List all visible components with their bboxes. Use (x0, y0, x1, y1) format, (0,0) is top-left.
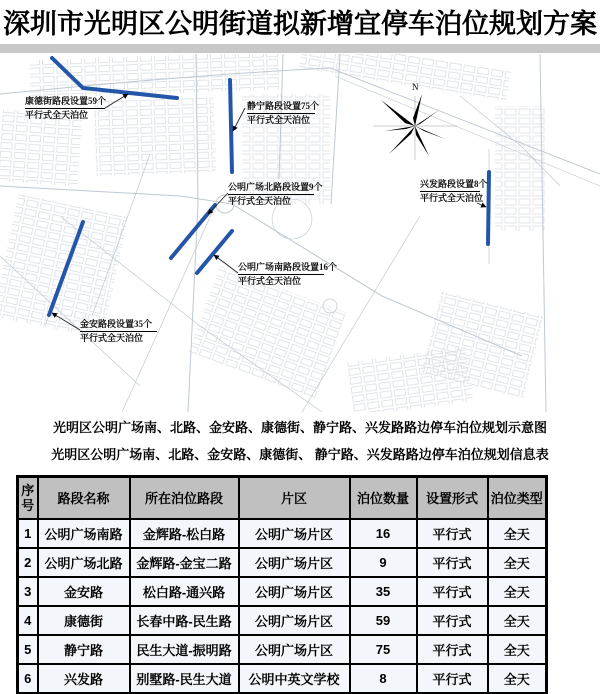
cell-type: 全天 (488, 577, 547, 606)
cell-road-name: 康德街 (38, 606, 130, 635)
cell-road-name: 公明广场北路 (38, 548, 130, 577)
road-xingfa-road (488, 172, 489, 244)
table-row (18, 519, 547, 548)
table-caption: 光明区公明广场南、北路、金安路、康德街、 静宁路、兴发路路边停车泊位规划信息表 (51, 447, 549, 462)
cell-quantity: 35 (350, 577, 417, 606)
cell-quantity: 9 (350, 548, 417, 577)
planning-map (0, 54, 600, 412)
cell-district: 公明广场片区 (239, 519, 350, 548)
north-label: N (412, 82, 419, 92)
map-annotation-gongming-south (238, 262, 338, 287)
cell-road-name: 兴发路 (38, 664, 130, 694)
annotation-line1: 兴发路段设置8个 (420, 179, 480, 192)
cell-segment: 长春中路-民生路 (130, 606, 239, 635)
cell-road-name: 金安路 (38, 577, 130, 606)
cell-layout: 平行式 (417, 577, 488, 606)
cell-segment: 金辉路-松白路 (130, 519, 239, 548)
table-row (18, 606, 547, 635)
road-jingning-road (230, 80, 232, 172)
cell-index: 4 (18, 606, 38, 635)
map-annotation-xingfa (420, 179, 488, 204)
cell-road-name: 公明广场南路 (38, 519, 130, 548)
col-header-type: 泊位类型 (488, 477, 547, 520)
cell-segment: 别墅路-民生大道 (130, 664, 239, 694)
col-header-quantity: 泊位数量 (350, 477, 417, 520)
annotation-line1: 公明广场南路段设置16个 (238, 262, 324, 275)
col-header-road-name: 路段名称 (38, 477, 130, 520)
cell-layout: 平行式 (417, 519, 488, 548)
cell-index: 3 (18, 577, 38, 606)
map-caption: 光明区公明广场南、北路、金安路、康德街、静宁路、兴发路路边停车泊位规划示意图 (52, 420, 547, 435)
annotation-line1: 静宁路段设置75个 (247, 101, 315, 114)
page-title: 深圳市光明区公明街道拟新增宜停车泊位规划方案 (3, 9, 597, 39)
map-annotation-jinan (80, 319, 157, 344)
cell-segment: 民生大道-振明路 (130, 635, 239, 664)
cell-quantity: 75 (350, 635, 417, 664)
annotation-line2: 平行式全天泊位 (247, 115, 311, 125)
cell-layout: 平行式 (417, 664, 488, 694)
col-header-layout: 设置形式 (417, 477, 488, 520)
parking-plan-table (16, 475, 548, 694)
cell-layout: 平行式 (417, 606, 488, 635)
cell-district: 公明广场片区 (239, 606, 350, 635)
cell-type: 全天 (488, 635, 547, 664)
col-header-district: 片区 (239, 477, 350, 520)
cell-district: 公明中英文学校 (239, 664, 350, 694)
cell-layout: 平行式 (417, 635, 488, 664)
cell-type: 全天 (488, 548, 547, 577)
table-row (18, 548, 547, 577)
cell-index: 1 (18, 519, 38, 548)
cell-type: 全天 (488, 606, 547, 635)
cell-index: 2 (18, 548, 38, 577)
cell-layout: 平行式 (417, 548, 488, 577)
cell-district: 公明广场片区 (239, 548, 350, 577)
cell-road-name: 静宁路 (38, 635, 130, 664)
annotation-line2: 平行式全天泊位 (80, 333, 144, 343)
cell-index: 6 (18, 664, 38, 694)
annotation-line2: 平行式全天泊位 (238, 276, 302, 286)
compass-rose-icon (373, 82, 457, 160)
cell-quantity: 16 (350, 519, 417, 548)
cell-segment: 松白路-通兴路 (130, 577, 239, 606)
cell-type: 全天 (488, 664, 547, 694)
table-row (18, 577, 547, 606)
annotation-line2: 平行式全天泊位 (228, 196, 292, 206)
col-header-index: 序号 (18, 477, 38, 520)
map-annotation-jingning (247, 101, 320, 126)
table-header-row (18, 477, 547, 520)
map-annotation-kangde (25, 96, 105, 121)
cell-segment: 金辉路-金宝二路 (130, 548, 239, 577)
cell-district: 公明广场片区 (239, 635, 350, 664)
table-row (18, 664, 547, 694)
cell-quantity: 8 (350, 664, 417, 694)
annotation-line2: 平行式全天泊位 (420, 193, 484, 203)
cell-index: 5 (18, 635, 38, 664)
cell-type: 全天 (488, 519, 547, 548)
col-header-segment: 所在泊位路段 (130, 477, 239, 520)
annotation-line1: 公明广场北路段设置9个 (228, 182, 314, 195)
table-row (18, 635, 547, 664)
annotation-line2: 平行式全天泊位 (25, 110, 89, 120)
road-gongming-plaza-south (197, 231, 232, 273)
cell-quantity: 59 (350, 606, 417, 635)
cell-district: 公明广场片区 (239, 577, 350, 606)
title-divider (0, 44, 600, 53)
map-annotation-gongming-north (228, 182, 323, 207)
annotation-line1: 康德街路段设置59个 (25, 96, 105, 109)
annotation-line1: 金安路段设置35个 (80, 319, 157, 332)
